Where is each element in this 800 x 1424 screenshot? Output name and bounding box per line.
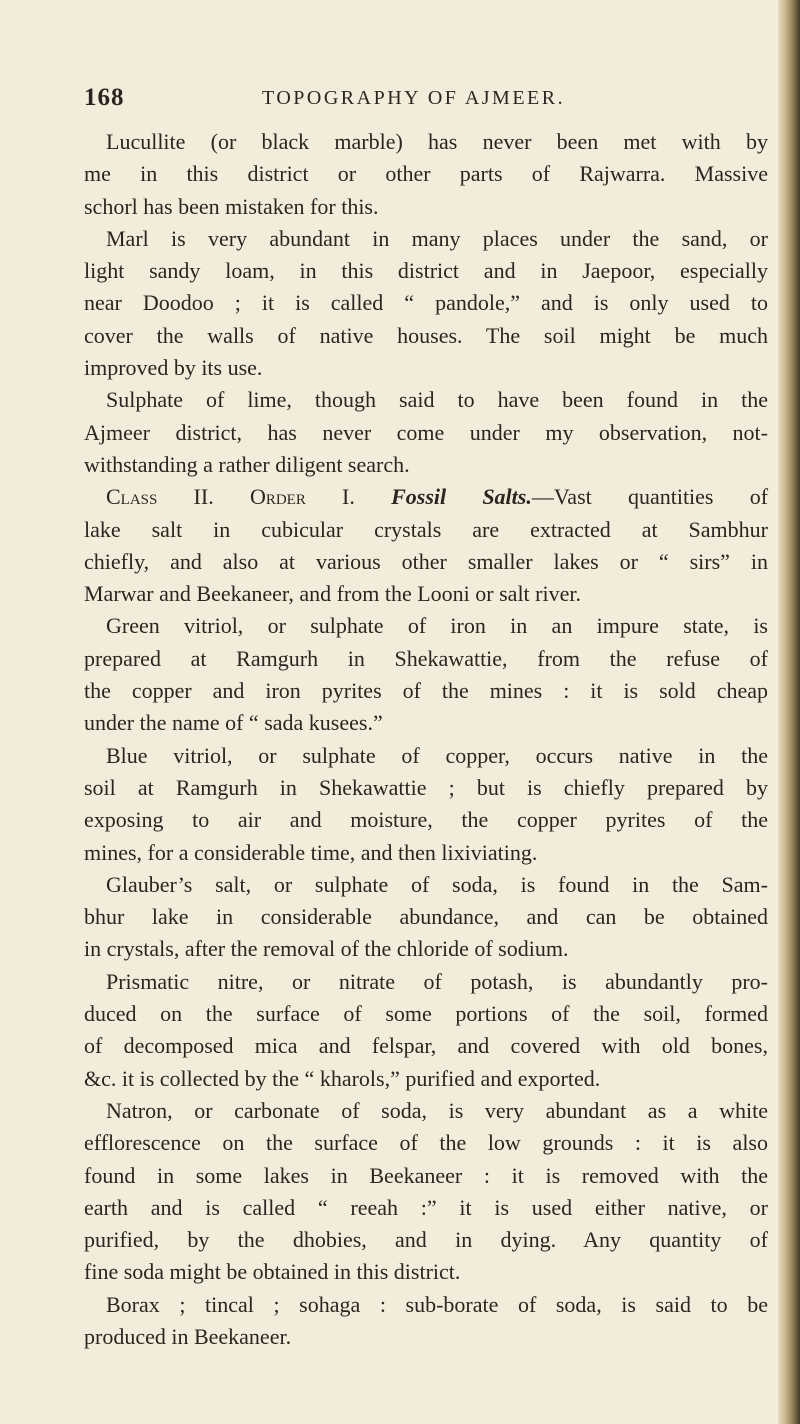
text-line: bhur lake in considerable abundance, and can be obtained	[84, 904, 768, 930]
text-line: lake salt in cubicular crystals are extracted at Sambhur	[84, 516, 768, 542]
text-line: schorl has been mistaken for this.	[84, 193, 379, 219]
text-line: near Doodoo ; it is called “ pandole,” and is only used to	[84, 290, 768, 316]
text-line: efflorescence on the surface of the low grounds : it is also	[84, 1130, 768, 1156]
running-title: TOPOGRAPHY OF AJMEER.	[262, 86, 566, 109]
page-number: 168	[84, 84, 125, 111]
text-line: Marwar and Beekaneer, and from the Looni or salt river.	[84, 581, 581, 607]
text-line: Marl is very abundant in many places under the sand, or	[106, 225, 768, 251]
text-line: duced on the surface of some portions of the soil, formed	[84, 1001, 768, 1027]
text-line: withstanding a rather diligent search.	[84, 451, 410, 477]
text-line: Ajmeer district, has never come under my observation, not-	[84, 419, 768, 445]
text-line: Blue vitriol, or sulphate of copper, occurs native in the	[106, 742, 768, 768]
text-line: purified, by the dhobies, and in dying. Any quantity of	[84, 1227, 768, 1253]
section-text: —Vast quantities of	[531, 484, 769, 510]
text-line: earth and is called “ reeah :” it is used either native, or	[84, 1194, 768, 1220]
text-line: &c. it is collected by the “ kharols,” purified and exported.	[84, 1065, 601, 1091]
text-line: produced in Beekaneer.	[84, 1323, 292, 1349]
text-line: in crystals, after the removal of the chloride of sodium.	[84, 936, 569, 962]
text-line: Lucullite (or black marble) has never been met with by	[106, 129, 768, 154]
text-line: me in this district or other parts of Rajwarra. Massive	[84, 161, 768, 187]
text-line: soil at Ramgurh in Shekawattie ; but is chiefly prepared by	[84, 774, 768, 800]
text-line: Sulphate of lime, though said to have been found in the	[106, 387, 768, 413]
body-text	[84, 126, 768, 1353]
text-line: mines, for a considerable time, and then lixiviating.	[84, 839, 538, 865]
order-label: Order I.	[249, 484, 355, 510]
text-line: Borax ; tincal ; sohaga : sub-borate of soda, is said to be	[106, 1291, 768, 1317]
text-line: under the name of “ sada kusees.”	[84, 710, 383, 736]
text-line: fine soda might be obtained in this district.	[84, 1259, 461, 1285]
text-line: of decomposed mica and felspar, and covered with old bones,	[84, 1033, 768, 1059]
text-line: Glauber’s salt, or sulphate of soda, is found in the Sam-	[106, 871, 768, 897]
text-line: exposing to air and moisture, the copper pyrites of the	[84, 807, 768, 833]
text-line: cover the walls of native houses. The soil might be much	[84, 322, 768, 348]
text-line: the copper and iron pyrites of the mines : it is sold cheap	[84, 678, 768, 704]
page-edge-shadow	[778, 0, 800, 1424]
text-line: chiefly, and also at various other smaller lakes or “ sirs” in	[84, 548, 768, 574]
text-line: prepared at Ramgurh in Shekawattie, from the refuse of	[84, 645, 768, 671]
section-heading: Fossil Salts.	[391, 484, 532, 510]
text-line: light sandy loam, in this district and in Jaepoor, especially	[84, 258, 768, 284]
text-line: Green vitriol, or sulphate of iron in an impure state, is	[106, 613, 768, 639]
text-line: found in some lakes in Beekaneer : it is removed with the	[84, 1162, 768, 1188]
text-line: improved by its use.	[84, 355, 263, 381]
text-line: Prismatic nitre, or nitrate of potash, is abundantly pro-	[106, 968, 768, 994]
text-line	[84, 481, 768, 513]
text-line: Natron, or carbonate of soda, is very abundant as a white	[106, 1097, 768, 1123]
class-label: Class II.	[106, 484, 214, 510]
page-header	[84, 78, 760, 118]
